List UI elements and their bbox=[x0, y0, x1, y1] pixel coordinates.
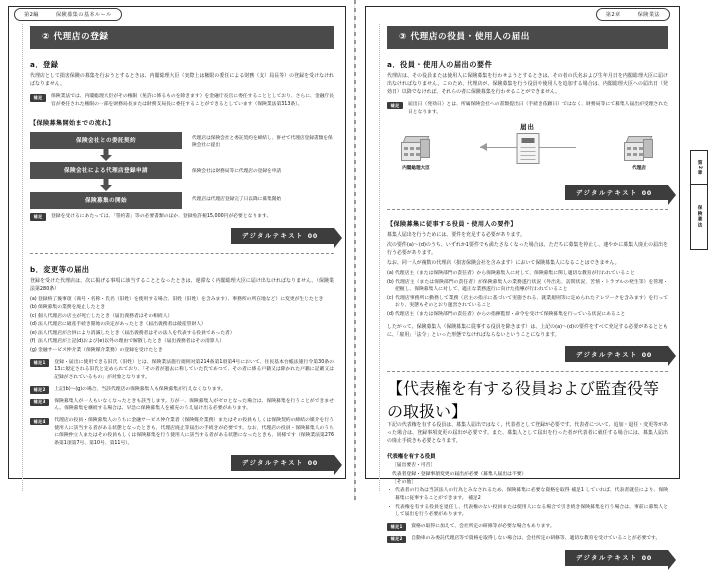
flow-step-2: 保険会社による代理店登録申請 bbox=[30, 162, 182, 179]
note-tag: 補足2 bbox=[30, 386, 49, 393]
boxed-subheading: 代表権を有する役員 bbox=[387, 454, 436, 461]
list-text: 代理店事務所に勤務して業務（店主の指示に基づいて実施される、就業規則等に定められたテレワークを含みます）を行っており、実態もそのとおり運営されていること bbox=[395, 295, 668, 309]
list-marker: (e) bbox=[30, 330, 37, 336]
list-item bbox=[30, 304, 334, 312]
index-tabs bbox=[690, 150, 708, 250]
list-item bbox=[30, 313, 334, 321]
digital-text-badge bbox=[231, 228, 334, 244]
document-line bbox=[520, 159, 535, 160]
left-section-banner: ② 代理店の登録 bbox=[30, 26, 334, 49]
left-heading-b: b．変更等の届出 bbox=[30, 264, 90, 274]
document-line bbox=[520, 155, 535, 156]
note-text: 登録・届出に使用できる旧氏（旧姓）とは、保険業法施行規則対第214条第1項第4号において、住民基本台帳法施行令第30条の13に規定される旧氏と定められており、「その者が過去に称していた氏であつて、その者に係る戸籍又は除かれた戸籍に記載又は記録がされているもの」が対象となります。 bbox=[54, 359, 334, 380]
list-item bbox=[387, 279, 668, 294]
list-item bbox=[30, 296, 334, 304]
digital-text-label: デジタルテキスト bbox=[575, 190, 638, 197]
building-side bbox=[420, 139, 430, 158]
left-body-a: 代理店として損害保険の募集を行おうとするときは、内閣総理大臣（実際上は権限の委任による財務（支）局長等）の登録を受けなければなりません。 bbox=[30, 73, 334, 88]
digital-text-number: 00 bbox=[307, 460, 318, 468]
left-heading-a: a．登録 bbox=[30, 60, 59, 70]
list-text: 法人代理店が合併により消滅したとき（届出義務者はその法人を代表する役員であった者） bbox=[38, 330, 235, 336]
digital-text-number: 00 bbox=[307, 233, 318, 241]
list-text: 代表者の行為は当該法人の行為とみなされるため、保険募集に必要な資格を取得 補足1 していれば、代表者就任により、保険募集に従事することができます。 補足2 bbox=[395, 488, 668, 501]
list-text: 保険募集の業務を廃止したとき bbox=[38, 305, 106, 311]
flow-note-1: 代理店は保険会社と委託契約を締結し、併せて代理店登録書類を保険会社に提出 bbox=[192, 135, 333, 148]
building-window bbox=[404, 153, 408, 157]
right-divider-1 bbox=[387, 209, 668, 210]
digital-text-number: 00 bbox=[641, 351, 652, 359]
left-note-a bbox=[30, 93, 334, 108]
right-running-head bbox=[596, 8, 670, 21]
list-text: 法人代理店が上記(d)および(e)以外の理由で解散したとき（届出義務者はその清算人） bbox=[38, 339, 225, 345]
digital-text-label: デジタルテキスト bbox=[575, 351, 638, 359]
building-side bbox=[643, 139, 653, 158]
boxed-body: 下記の代表権を有する役員は、募集人届出ではなく、代表者として登録が必要です。代表者について、追加・退任・変更等があった場合は、登録事項変更の届出が必要です。また、募集人として届出を行った者が代表者に就任する場合には、募集人届出の廃止手続きも必要となります。 bbox=[387, 422, 668, 445]
right-page-inner-rule bbox=[379, 24, 380, 491]
boxed-bullet-head: ［その他］ bbox=[392, 479, 416, 485]
left-page bbox=[0, 0, 355, 501]
left-content-column bbox=[30, 26, 334, 471]
requirements-intro-1: 募集人届出を行うためには、要件を充足する必要があります。 bbox=[387, 232, 525, 239]
list-marker: (a) bbox=[30, 296, 37, 302]
left-note-b-3 bbox=[30, 398, 334, 413]
left-page-inner-rule bbox=[22, 24, 23, 491]
left-body-b: 登録を受けた代理店は、次に掲げる事項に該当することとなったときは、遅滞なく内閣総理大臣に届け出なければなりません。（保険業法第280条） bbox=[30, 277, 334, 292]
note-text: 届出日（発効日）とは、所属保険会社への書類提出日（手続き依頼日）ではなく、財務局等にて募集人届出が受理された日となります。 bbox=[407, 102, 668, 115]
left-digital-text-row-1 bbox=[30, 228, 334, 244]
building-window bbox=[627, 153, 631, 157]
flowchart-steps bbox=[30, 132, 182, 209]
flowchart-annotations bbox=[192, 132, 334, 209]
note-tag: 補足 bbox=[387, 102, 403, 109]
flow-step-3: 保険募集の開始 bbox=[30, 192, 182, 209]
requirements-closing: したがって、保険募集人（保険募集に従事する役員を除きます）は、上記の(a)～(d)の要件をすべて充足する必要があるとともに、「雇用」「法令」といった形態でなければならないということになります。 bbox=[387, 323, 668, 338]
requirements-intro-3: なお、同一人が複数の代理店（損害保険会社を含みます）において保険募集人になることはできません。 bbox=[387, 260, 620, 267]
note-tag: 補足 bbox=[30, 94, 46, 101]
note-tag: 補足1 bbox=[387, 523, 406, 530]
building-window bbox=[639, 153, 643, 157]
right-content-column bbox=[387, 26, 668, 566]
document-header-bar bbox=[521, 138, 534, 143]
note-text: 代理店の役員・保険募集人のうちに金融サービス仲介業者（保険媒介業務）またはその役員もしくは保険契約の締結の媒介を行う使用人に該当する者がある状態となったときも、代理店廃止等届出の手続きが必要です。なお、代理店の役員・保険募集人のうちに保険仲立人またはその役員もしくは保険募集を行う使用人に該当する者がある状態になったときも、同様です（保険業法第276条第1項第7号、第10号、第11号）。 bbox=[54, 418, 334, 447]
list-text: 法人代理店に破産手続き開始の決定があったとき（届出義務者は破産管財人） bbox=[38, 322, 206, 328]
note-tag: 補足4 bbox=[30, 418, 49, 425]
building-window bbox=[639, 147, 643, 151]
building-window bbox=[416, 147, 420, 151]
list-item bbox=[387, 504, 668, 519]
list-text: 登録終了後事項（商号・名称・氏名（旧姓）を使用する場合、旧姓（旧姓）を含みます）、事務所の所在地など）に変更が生じたとき bbox=[38, 296, 324, 302]
flow-arrow-1-icon bbox=[30, 149, 182, 162]
index-tab-subject[interactable]: 保険業法 bbox=[690, 184, 708, 250]
digital-text-badge bbox=[565, 346, 668, 362]
list-marker: (g) bbox=[30, 347, 37, 353]
list-text: 個人代理店の店主が死亡したとき（届出義務者はその相続人） bbox=[38, 313, 173, 319]
building-window bbox=[404, 147, 408, 151]
boxed-line: 代表者登録・登録事項変更の届出が必要（募集人届出は不要） bbox=[392, 471, 527, 477]
list-text: 代理店主（または保険部門の責任者）から保険募集人に対して、保険募集に関し適切な教育が行われていること bbox=[395, 271, 635, 277]
note-tag: 補足3 bbox=[30, 399, 49, 406]
note-text: 保険業法では、内閣総理大臣がその権限（免許に係るものを除きます）を金融庁長官に委任することとしており、さらに、金融庁長官が委任された権限の一部を財務局長または財務支局長に委任することができるとしています（保険業法第313条）。 bbox=[50, 94, 335, 107]
diagram-caption-agency: 代理店 bbox=[632, 165, 646, 171]
flow-step-1: 保険会社との委託契約 bbox=[30, 132, 182, 149]
left-note-flow bbox=[30, 213, 334, 221]
flow-arrow-2-icon bbox=[30, 179, 182, 192]
list-item bbox=[387, 295, 668, 310]
list-marker: ・ bbox=[387, 488, 392, 494]
building-window bbox=[410, 147, 414, 151]
digital-text-number: 00 bbox=[641, 555, 652, 563]
note-tag: 補足1 bbox=[30, 359, 49, 366]
digital-text-badge bbox=[231, 455, 334, 471]
list-marker: (f) bbox=[30, 339, 36, 345]
notification-diagram bbox=[387, 122, 668, 178]
right-heading-a: a．役員・使用人の届出の要件 bbox=[387, 60, 493, 70]
right-note-a bbox=[387, 101, 668, 116]
building-window bbox=[416, 153, 420, 157]
list-item bbox=[387, 270, 668, 278]
government-building-icon bbox=[401, 136, 431, 162]
left-note-b-4 bbox=[30, 417, 334, 448]
registration-flowchart bbox=[30, 132, 334, 209]
left-running-head bbox=[14, 8, 122, 21]
diagram-label: 届出 bbox=[520, 122, 535, 131]
list-text: 代表権を有する役員を退任し、代表権のない役員または使用人になる場合で引き続き保険募集を行う場合は、事前に募集人として届出を行う必要があります。 bbox=[395, 504, 668, 518]
digital-text-number: 00 bbox=[641, 190, 652, 197]
diagram-caption-authority: 内閣総理大臣 bbox=[402, 165, 430, 171]
left-note-b-1 bbox=[30, 359, 334, 382]
requirements-title: 【保険募集に従事する役員・使用人の要件】 bbox=[387, 221, 517, 229]
right-digital-text-row-1 bbox=[387, 185, 668, 201]
note-text: 保険募集人が一人もいなくなったときも該当します。万が一、保険募集人がゼロとなった場合は、保険募集を行うことができません。保険募集を継続する場合は、早急に保険募集人を補充のうえ届け出る必要があります。 bbox=[54, 398, 334, 412]
building-window bbox=[633, 147, 637, 151]
list-item bbox=[387, 487, 668, 502]
list-marker: (b) bbox=[387, 279, 394, 285]
boxed-note-1 bbox=[387, 523, 668, 531]
document-line bbox=[520, 147, 535, 148]
list-marker: (d) bbox=[30, 322, 37, 328]
left-flow-title: 【保険募集開始までの流れ】 bbox=[30, 119, 115, 127]
right-running-head-part: 第2章 bbox=[605, 12, 621, 18]
left-note-b-2 bbox=[30, 386, 334, 394]
note-tag: 補足2 bbox=[387, 536, 406, 543]
boxed-title: 【代表権を有する役員および監査役等の取扱い】 bbox=[387, 379, 660, 422]
list-text: 代理店主（または保険部門の責任者）からの指揮監督・命令を受けて保険募集を行っている状況にあること bbox=[395, 312, 626, 318]
boxed-line: ［届出要否・可否］ bbox=[392, 463, 436, 469]
boxed-note-2 bbox=[387, 535, 668, 543]
index-tab-chapter[interactable]: 第2章 bbox=[690, 150, 708, 184]
building-face bbox=[401, 142, 421, 161]
building-window bbox=[627, 147, 631, 151]
right-digital-text-row-2 bbox=[387, 346, 668, 362]
list-marker: ・ bbox=[387, 504, 392, 510]
right-section-banner: ③ 代理店の役員・使用人の届出 bbox=[387, 26, 668, 49]
list-marker: (a) bbox=[387, 271, 394, 277]
building-window bbox=[633, 153, 637, 157]
agency-building-icon bbox=[624, 136, 654, 162]
list-item bbox=[30, 321, 334, 329]
digital-text-badge bbox=[565, 550, 668, 566]
list-item bbox=[30, 338, 334, 346]
right-divider-2 bbox=[387, 371, 668, 372]
requirements-intro-2: 次の要件(a)～(d)のうち、いずれか1要件でも満たさなくなった場合は、ただちに募集を停止し、速やかに募集人廃止の届出を行う必要があります。 bbox=[387, 242, 668, 257]
building-face bbox=[624, 142, 644, 161]
digital-text-label: デジタルテキスト bbox=[575, 555, 638, 563]
digital-text-label: デジタルテキスト bbox=[241, 233, 304, 241]
right-digital-text-row-3 bbox=[387, 550, 668, 566]
flow-note-3: 代理店は代理店登録完了日以降に募集開始 bbox=[192, 196, 282, 202]
left-running-head-part: 第2編 bbox=[24, 12, 39, 18]
list-item bbox=[30, 347, 334, 355]
note-text: 資格の取得に加えて、会社所定の研修等が必要な場合もあります。 bbox=[411, 523, 555, 529]
left-digital-text-row-2 bbox=[30, 455, 334, 471]
left-running-head-title: 保険募集の基本ルール bbox=[55, 12, 112, 18]
list-marker: (c) bbox=[387, 295, 394, 301]
note-text: 自動車のみ委託代理店等で資格を取得しない場合は、会社所定の研修等、適切な教育を受けていることが必要です。 bbox=[411, 535, 661, 541]
list-text: 金融サービス仲介業（保険媒介業務）の登録を受けたとき bbox=[38, 347, 163, 353]
representative-officer-block bbox=[387, 376, 668, 543]
building-window bbox=[410, 153, 414, 157]
list-item bbox=[387, 311, 668, 319]
notification-document-icon bbox=[516, 133, 539, 164]
note-tag: 補足 bbox=[30, 213, 46, 220]
right-page bbox=[355, 0, 710, 563]
list-marker: (b) bbox=[30, 305, 37, 311]
list-marker: (c) bbox=[30, 313, 37, 319]
book-spine bbox=[354, 0, 356, 501]
document-line bbox=[520, 151, 535, 152]
note-text: 登録を受けるにあたっては、「誓約書」等の必要書類のほか、登録免許税15,000円が必要となります。 bbox=[50, 213, 272, 219]
digital-text-badge bbox=[565, 185, 668, 201]
left-divider-1 bbox=[30, 253, 334, 254]
note-text: 上記(b)～(g)の場合、当該代理店の保険募集人も保険募集が行えなくなります。 bbox=[54, 386, 226, 392]
list-text: 代理店主（または保険部門の責任者）が保険募集人の業務遂行状況（外出先、訪問状況、苦情・トラブルの発生等）を管理・把握し、保険募集人に対して、適正な業務遂行に向けた指導が行われていること bbox=[395, 279, 668, 293]
flow-note-2: 保険会社は財務局等に代理店の登録を申請 bbox=[192, 169, 282, 175]
list-item bbox=[30, 330, 334, 338]
right-running-head-title: 保険業法 bbox=[637, 12, 660, 18]
right-body-a: 代理店は、その役員または使用人に保険募集を行わせようとするときは、その者の氏名および生年月日を内閣総理大臣に届け出なければなりません。このため、代理店が、保険募集を行う役員や使用人を追加する場合は、内閣総理大臣への届出日（発効日）以降でなければ、それらの者に保険募集を行わせることができません。 bbox=[387, 73, 668, 96]
digital-text-label: デジタルテキスト bbox=[241, 460, 304, 468]
list-marker: (d) bbox=[387, 312, 394, 318]
